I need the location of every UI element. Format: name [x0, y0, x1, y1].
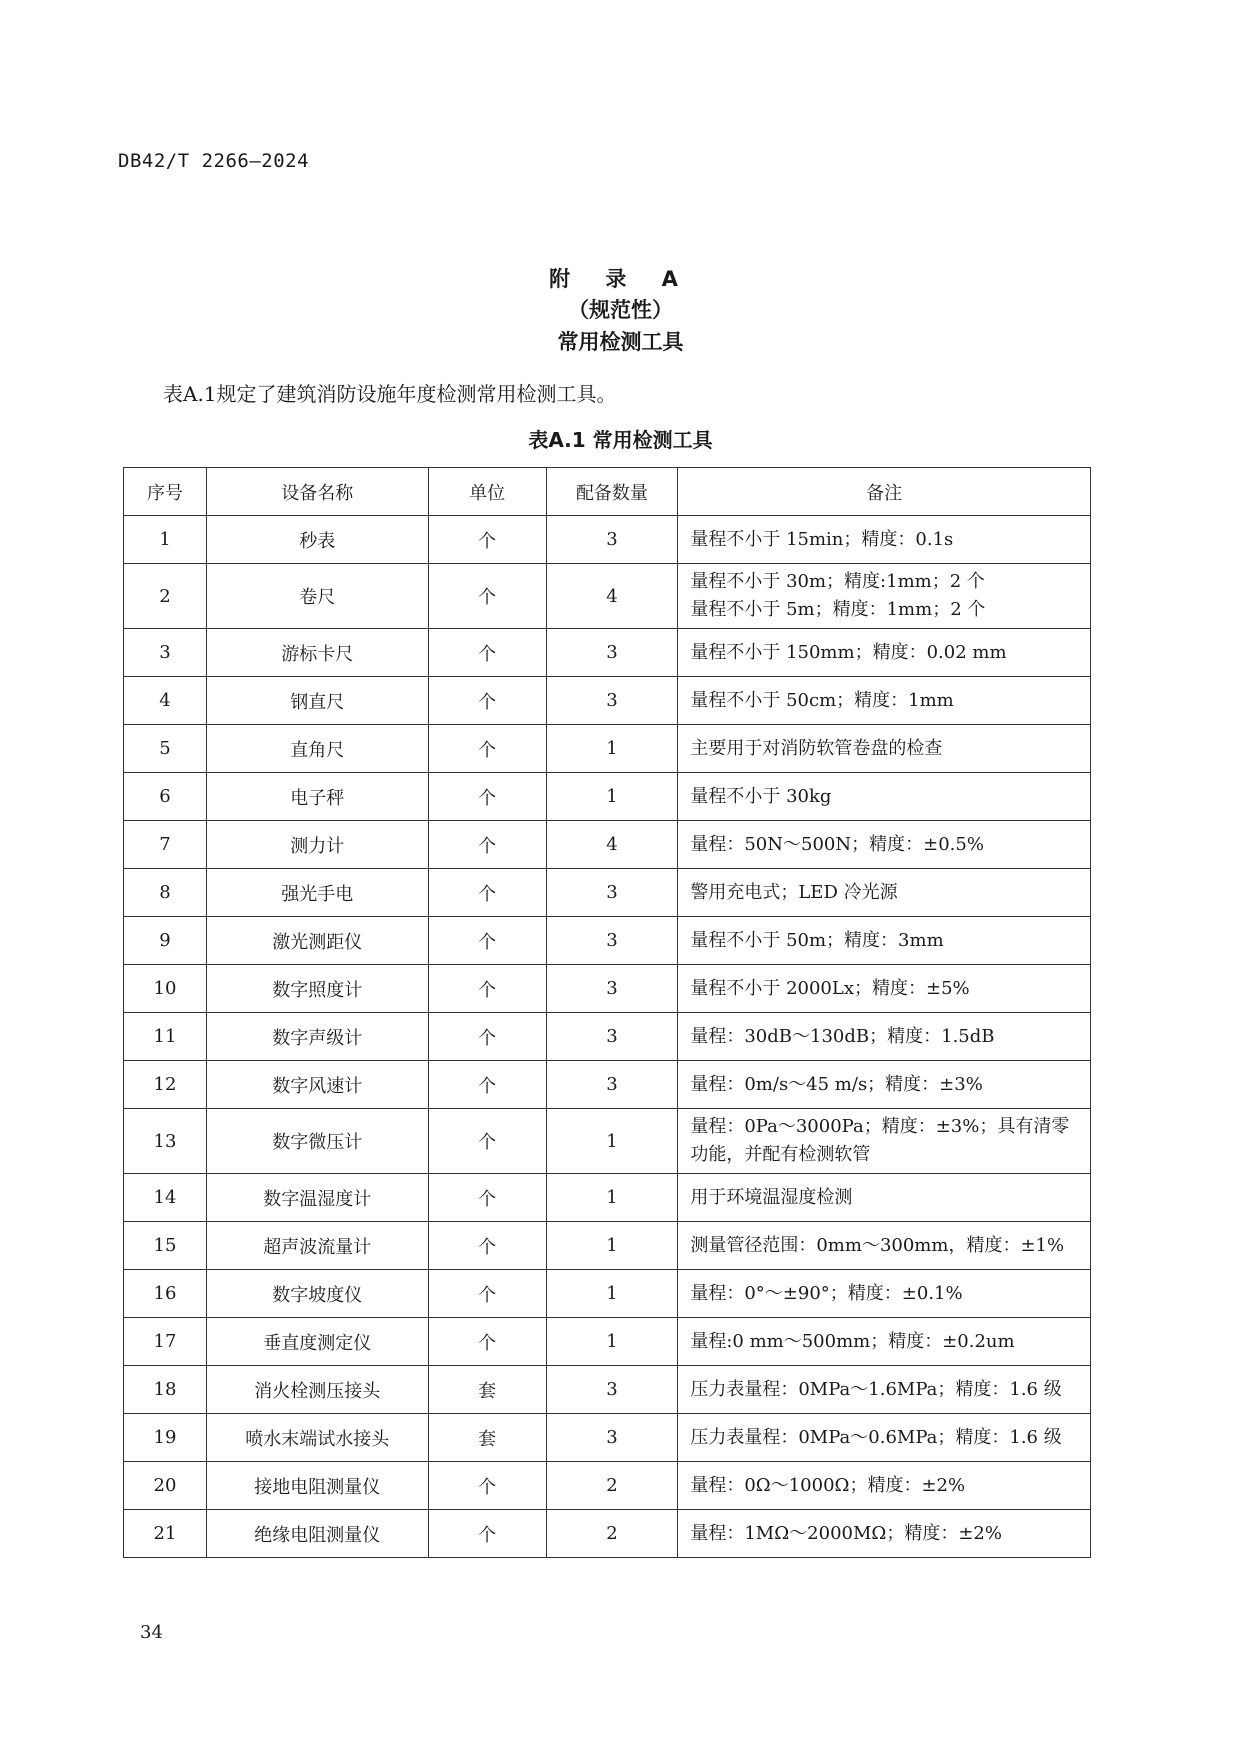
cell-remarks — [678, 773, 1091, 821]
cell-quantity: 1 — [546, 725, 678, 773]
cell-index: 4 — [124, 677, 207, 725]
remarks-line: 压力表量程：0MPa～1.6MPa；精度：1.6 级 — [690, 1378, 1062, 1400]
cell-unit: 套 — [428, 1366, 546, 1414]
remarks-line: 量程不小于 150mm；精度：0.02 mm — [690, 641, 1007, 663]
cell-quantity: 2 — [546, 1510, 678, 1558]
cell-device-name: 超声波流量计 — [206, 1222, 428, 1270]
cell-unit: 个 — [428, 564, 546, 629]
cell-unit: 个 — [428, 917, 546, 965]
header-unit: 单位 — [428, 468, 546, 516]
cell-quantity: 3 — [546, 869, 678, 917]
table-row — [124, 965, 1091, 1013]
cell-index: 5 — [124, 725, 207, 773]
cell-remarks — [678, 564, 1091, 629]
cell-unit: 个 — [428, 1318, 546, 1366]
cell-device-name: 接地电阻测量仪 — [206, 1462, 428, 1510]
cell-quantity: 3 — [546, 1366, 678, 1414]
cell-remarks — [678, 869, 1091, 917]
table-row — [124, 1270, 1091, 1318]
cell-remarks — [678, 1270, 1091, 1318]
cell-remarks — [678, 677, 1091, 725]
table-row — [124, 629, 1091, 677]
remarks-line: 测量管径范围：0mm～300mm，精度：±1% — [690, 1234, 1065, 1256]
cell-quantity: 3 — [546, 677, 678, 725]
remarks-line: 警用充电式；LED 冷光源 — [690, 881, 898, 903]
cell-index: 2 — [124, 564, 207, 629]
cell-index: 15 — [124, 1222, 207, 1270]
table-row — [124, 917, 1091, 965]
cell-device-name: 垂直度测定仪 — [206, 1318, 428, 1366]
cell-unit: 个 — [428, 869, 546, 917]
page-number: 34 — [140, 1622, 163, 1643]
cell-quantity: 4 — [546, 564, 678, 629]
cell-index: 10 — [124, 965, 207, 1013]
cell-unit: 个 — [428, 1109, 546, 1174]
header-remarks: 备注 — [678, 468, 1091, 516]
header-quantity: 配备数量 — [546, 468, 678, 516]
cell-quantity: 1 — [546, 773, 678, 821]
intro-paragraph: 表A.1规定了建筑消防设施年度检测常用检测工具。 — [163, 382, 617, 406]
cell-index: 8 — [124, 869, 207, 917]
cell-index: 18 — [124, 1366, 207, 1414]
cell-quantity: 3 — [546, 1414, 678, 1462]
table-row — [124, 1462, 1091, 1510]
table-header-row — [124, 468, 1091, 516]
cell-index: 12 — [124, 1061, 207, 1109]
tools-table — [123, 467, 1091, 1558]
table-row — [124, 1222, 1091, 1270]
cell-quantity: 3 — [546, 1061, 678, 1109]
table-row — [124, 1414, 1091, 1462]
remarks-line: 量程：1MΩ～2000MΩ；精度：±2% — [690, 1522, 1002, 1544]
table-row — [124, 1510, 1091, 1558]
cell-remarks — [678, 1318, 1091, 1366]
table-row — [124, 1109, 1091, 1174]
cell-device-name: 卷尺 — [206, 564, 428, 629]
remarks-line: 功能，并配有检测软管 — [690, 1144, 871, 1165]
cell-device-name: 激光测距仪 — [206, 917, 428, 965]
cell-unit: 个 — [428, 725, 546, 773]
remarks-line: 主要用于对消防软管卷盘的检查 — [690, 737, 943, 759]
cell-unit: 个 — [428, 677, 546, 725]
remarks-line: 量程不小于 15min；精度：0.1s — [690, 528, 954, 550]
cell-index: 1 — [124, 516, 207, 564]
remarks-line: 量程：0Pa～3000Pa；精度：±3%；具有清零 — [690, 1116, 1070, 1138]
remarks-line: 量程不小于 50cm；精度：1mm — [690, 689, 954, 711]
table-row — [124, 677, 1091, 725]
cell-quantity: 3 — [546, 1013, 678, 1061]
appendix-name: 常用检测工具 — [557, 330, 684, 354]
table-row — [124, 821, 1091, 869]
cell-index: 6 — [124, 773, 207, 821]
remarks-line: 量程：50N～500N；精度：±0.5% — [690, 833, 984, 855]
cell-quantity: 3 — [546, 917, 678, 965]
cell-index: 7 — [124, 821, 207, 869]
cell-unit: 个 — [428, 1013, 546, 1061]
table-row — [124, 725, 1091, 773]
remarks-line: 量程：30dB～130dB；精度：1.5dB — [690, 1025, 995, 1047]
cell-index: 19 — [124, 1414, 207, 1462]
remarks-line: 量程不小于 2000Lx；精度：±5% — [690, 977, 970, 999]
cell-device-name: 数字温湿度计 — [206, 1174, 428, 1222]
table-row — [124, 869, 1091, 917]
remarks-line: 量程不小于 5m；精度：1mm；2 个 — [690, 599, 986, 620]
remarks-line: 量程不小于 30kg — [690, 785, 832, 807]
cell-remarks — [678, 725, 1091, 773]
cell-index: 17 — [124, 1318, 207, 1366]
cell-device-name: 钢直尺 — [206, 677, 428, 725]
document-code: DB42/T 2266—2024 — [118, 150, 310, 172]
table-body — [124, 516, 1091, 1558]
cell-unit: 个 — [428, 1510, 546, 1558]
cell-remarks — [678, 1462, 1091, 1510]
cell-unit: 个 — [428, 1462, 546, 1510]
table-row — [124, 1013, 1091, 1061]
cell-index: 21 — [124, 1510, 207, 1558]
cell-remarks — [678, 917, 1091, 965]
table-row — [124, 1061, 1091, 1109]
cell-index: 20 — [124, 1462, 207, 1510]
cell-device-name: 数字照度计 — [206, 965, 428, 1013]
table-row — [124, 1174, 1091, 1222]
cell-unit: 个 — [428, 1174, 546, 1222]
cell-quantity: 1 — [546, 1174, 678, 1222]
remarks-line: 量程：0°～±90°；精度：±0.1% — [690, 1282, 963, 1304]
cell-device-name: 游标卡尺 — [206, 629, 428, 677]
appendix-type: （规范性） — [568, 298, 673, 322]
cell-unit: 个 — [428, 821, 546, 869]
cell-device-name: 喷水末端试水接头 — [206, 1414, 428, 1462]
cell-quantity: 1 — [546, 1270, 678, 1318]
appendix-title: 附 录 A — [549, 267, 692, 291]
cell-unit: 个 — [428, 773, 546, 821]
cell-remarks — [678, 1109, 1091, 1174]
cell-index: 9 — [124, 917, 207, 965]
cell-unit: 个 — [428, 1061, 546, 1109]
table-row — [124, 1366, 1091, 1414]
cell-remarks — [678, 516, 1091, 564]
cell-quantity: 3 — [546, 965, 678, 1013]
cell-unit: 套 — [428, 1414, 546, 1462]
cell-index: 13 — [124, 1109, 207, 1174]
cell-device-name: 数字微压计 — [206, 1109, 428, 1174]
cell-remarks — [678, 821, 1091, 869]
cell-device-name: 强光手电 — [206, 869, 428, 917]
cell-remarks — [678, 1510, 1091, 1558]
cell-remarks — [678, 629, 1091, 677]
cell-quantity: 4 — [546, 821, 678, 869]
table-row — [124, 1318, 1091, 1366]
cell-device-name: 数字风速计 — [206, 1061, 428, 1109]
cell-device-name: 测力计 — [206, 821, 428, 869]
cell-remarks — [678, 965, 1091, 1013]
cell-unit: 个 — [428, 965, 546, 1013]
cell-quantity: 1 — [546, 1109, 678, 1174]
cell-device-name: 直角尺 — [206, 725, 428, 773]
cell-unit: 个 — [428, 516, 546, 564]
cell-device-name: 数字声级计 — [206, 1013, 428, 1061]
cell-device-name: 电子秤 — [206, 773, 428, 821]
table-row — [124, 773, 1091, 821]
cell-remarks — [678, 1174, 1091, 1222]
remarks-line: 用于环境温湿度检测 — [690, 1186, 853, 1208]
cell-index: 11 — [124, 1013, 207, 1061]
remarks-line: 压力表量程：0MPa～0.6MPa；精度：1.6 级 — [690, 1426, 1062, 1448]
cell-quantity: 2 — [546, 1462, 678, 1510]
cell-remarks — [678, 1414, 1091, 1462]
cell-unit: 个 — [428, 1270, 546, 1318]
cell-index: 16 — [124, 1270, 207, 1318]
cell-remarks — [678, 1061, 1091, 1109]
cell-remarks — [678, 1222, 1091, 1270]
remarks-line: 量程不小于 30m；精度:1mm；2 个 — [690, 571, 985, 593]
cell-remarks — [678, 1366, 1091, 1414]
header-device-name: 设备名称 — [206, 468, 428, 516]
cell-device-name: 绝缘电阻测量仪 — [206, 1510, 428, 1558]
cell-index: 14 — [124, 1174, 207, 1222]
table-row — [124, 564, 1091, 629]
remarks-line: 量程不小于 50m；精度：3mm — [690, 929, 944, 951]
cell-device-name: 数字坡度仪 — [206, 1270, 428, 1318]
remarks-line: 量程：0m/s～45 m/s；精度：±3% — [690, 1073, 983, 1095]
cell-device-name: 秒表 — [206, 516, 428, 564]
cell-unit: 个 — [428, 629, 546, 677]
table-caption: 表A.1 常用检测工具 — [528, 428, 713, 452]
cell-unit: 个 — [428, 1222, 546, 1270]
cell-quantity: 1 — [546, 1222, 678, 1270]
cell-quantity: 1 — [546, 1318, 678, 1366]
cell-index: 3 — [124, 629, 207, 677]
cell-quantity: 3 — [546, 516, 678, 564]
table-row — [124, 516, 1091, 564]
cell-quantity: 3 — [546, 629, 678, 677]
remarks-line: 量程：0Ω～1000Ω；精度：±2% — [690, 1474, 966, 1496]
cell-device-name: 消火栓测压接头 — [206, 1366, 428, 1414]
remarks-line: 量程:0 mm～500mm；精度：±0.2um — [690, 1330, 1015, 1352]
cell-remarks — [678, 1013, 1091, 1061]
header-index: 序号 — [124, 468, 207, 516]
